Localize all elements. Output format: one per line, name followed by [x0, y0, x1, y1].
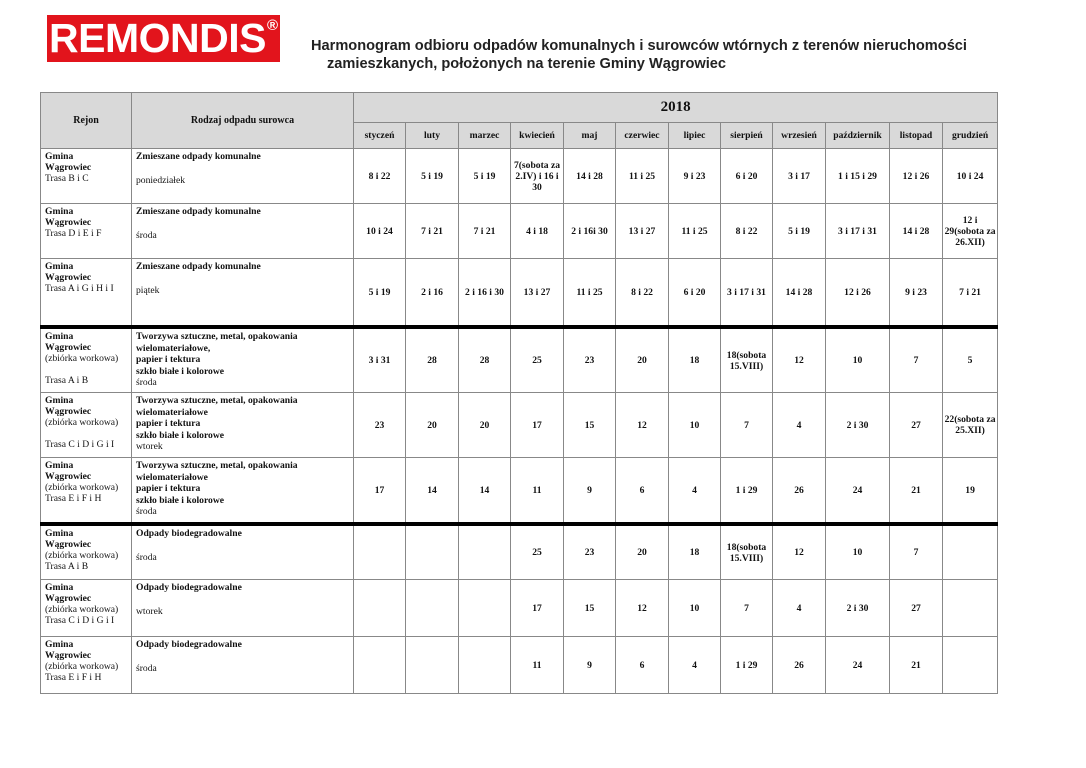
- rejon-line: [45, 428, 127, 439]
- date-cell: [406, 524, 459, 580]
- date-cell: 10: [669, 580, 721, 637]
- waste-type-line: Odpady biodegradowalne: [136, 528, 242, 539]
- date-cell: [943, 524, 998, 580]
- rejon-line: Trasa B i C: [45, 173, 89, 184]
- date-cell: [354, 637, 406, 694]
- waste-type-line: szkło białe i kolorowe: [136, 365, 225, 377]
- rejon-line: Wągrowiec: [45, 217, 92, 228]
- remondis-logo: [47, 15, 280, 62]
- date-cell: 20: [406, 393, 459, 458]
- date-cell: 20: [616, 524, 669, 580]
- date-cell: 18(sobota 15.VIII): [721, 524, 773, 580]
- collection-day: środa: [136, 377, 157, 388]
- waste-type-line: Tworzywa sztuczne, metal, opakowania wielomateriałowe: [136, 460, 298, 483]
- rejon-line: (zbiórka workowa): [45, 661, 119, 672]
- rejon-line: Trasa A i G i H i I: [45, 283, 114, 294]
- table-row: [41, 458, 998, 525]
- date-cell: 20: [459, 393, 511, 458]
- rejon-cell: [41, 327, 132, 393]
- date-cell: 25: [511, 524, 564, 580]
- date-cell: [354, 524, 406, 580]
- date-cell: 12: [773, 327, 826, 393]
- date-cell: 18: [669, 524, 721, 580]
- waste-type-line: papier i tektura: [136, 483, 201, 494]
- date-cell: 4: [773, 393, 826, 458]
- rejon-cell: [41, 580, 132, 637]
- header-month: marzec: [459, 123, 511, 149]
- rejon-cell: [41, 393, 132, 458]
- date-cell: 17: [354, 458, 406, 525]
- date-cell: 10 i 24: [943, 149, 998, 204]
- rejon-cell: [41, 204, 132, 259]
- date-cell: 4: [669, 637, 721, 694]
- header-waste-type: Rodzaj odpadu surowca: [132, 93, 354, 149]
- table-row: [41, 637, 998, 694]
- rejon-line: Gmina: [45, 206, 74, 217]
- date-cell: 25: [511, 327, 564, 393]
- header-month: kwiecień: [511, 123, 564, 149]
- rejon-line: Wągrowiec: [45, 539, 92, 550]
- collection-day: środa: [136, 506, 157, 517]
- collection-day: piątek: [136, 284, 160, 296]
- date-cell: 14 i 28: [773, 259, 826, 328]
- header-month: sierpień: [721, 123, 773, 149]
- date-cell: [354, 580, 406, 637]
- date-cell: 12 i 26: [890, 149, 943, 204]
- collection-day: wtorek: [136, 441, 163, 452]
- date-cell: 28: [459, 327, 511, 393]
- date-cell: 3 i 17 i 31: [826, 204, 890, 259]
- date-cell: 10: [826, 327, 890, 393]
- waste-type-cell: [132, 524, 354, 580]
- collection-schedule-table: [40, 92, 998, 694]
- rejon-line: Wągrowiec: [45, 650, 92, 661]
- waste-type-cell: [132, 259, 354, 328]
- date-cell: 26: [773, 458, 826, 525]
- rejon-line: Gmina: [45, 151, 74, 162]
- date-cell: 12 i 26: [826, 259, 890, 328]
- date-cell: 1 i 15 i 29: [826, 149, 890, 204]
- rejon-line: Wągrowiec: [45, 162, 92, 173]
- rejon-cell: [41, 524, 132, 580]
- waste-type-line: Zmieszane odpady komunalne: [136, 151, 261, 162]
- date-cell: 7 i 21: [459, 204, 511, 259]
- date-cell: 8 i 22: [616, 259, 669, 328]
- rejon-line: (zbiórka workowa): [45, 550, 119, 561]
- date-cell: [459, 580, 511, 637]
- waste-type-line: Zmieszane odpady komunalne: [136, 206, 261, 217]
- title-line-1: Harmonogram odbioru odpadów komunalnych i surowców wtórnych z terenów nieruchomości: [311, 38, 967, 54]
- waste-type-line: Tworzywa sztuczne, metal, opakowania wielomateriałowe,: [136, 331, 298, 354]
- waste-type-line: papier i tektura: [136, 354, 201, 365]
- title-line-2: zamieszkanych, położonych na terenie Gminy Wągrowiec: [327, 56, 727, 72]
- rejon-line: Wągrowiec: [45, 471, 92, 482]
- table-row: [41, 580, 998, 637]
- date-cell: 23: [564, 327, 616, 393]
- date-cell: 13 i 27: [511, 259, 564, 328]
- date-cell: 1 i 29: [721, 637, 773, 694]
- rejon-cell: [41, 259, 132, 328]
- header-month: lipiec: [669, 123, 721, 149]
- table-row: [41, 524, 998, 580]
- date-cell: [406, 580, 459, 637]
- date-cell: 7: [721, 580, 773, 637]
- rejon-line: (zbiórka workowa): [45, 353, 119, 364]
- date-cell: [943, 580, 998, 637]
- waste-type-line: Zmieszane odpady komunalne: [136, 261, 261, 272]
- date-cell: 14 i 28: [890, 204, 943, 259]
- date-cell: 7(sobota za 2.IV) i 16 i 30: [511, 149, 564, 204]
- date-cell: 23: [564, 524, 616, 580]
- date-cell: 4: [669, 458, 721, 525]
- date-cell: 14 i 28: [564, 149, 616, 204]
- rejon-line: Gmina: [45, 261, 74, 272]
- waste-type-cell: [132, 327, 354, 393]
- rejon-line: Trasa D i E i F: [45, 228, 102, 239]
- date-cell: 2 i 16i 30: [564, 204, 616, 259]
- rejon-cell: [41, 149, 132, 204]
- rejon-line: Trasa E i F i H: [45, 672, 102, 683]
- registered-mark: ®: [266, 17, 279, 34]
- date-cell: 17: [511, 393, 564, 458]
- date-cell: 2 i 30: [826, 393, 890, 458]
- date-cell: 22(sobota za 25.XII): [943, 393, 998, 458]
- date-cell: [459, 524, 511, 580]
- rejon-line: Gmina: [45, 528, 74, 539]
- table-row: [41, 149, 998, 204]
- waste-type-cell: [132, 204, 354, 259]
- waste-type-line: Odpady biodegradowalne: [136, 639, 242, 650]
- date-cell: 9: [564, 458, 616, 525]
- document-title: [311, 37, 1031, 73]
- header-month: luty: [406, 123, 459, 149]
- rejon-line: Wągrowiec: [45, 593, 92, 604]
- waste-type-line: szkło białe i kolorowe: [136, 429, 225, 441]
- date-cell: 6: [616, 458, 669, 525]
- table-row: [41, 327, 998, 393]
- date-cell: 3 i 17 i 31: [721, 259, 773, 328]
- date-cell: 24: [826, 458, 890, 525]
- rejon-line: (zbiórka workowa): [45, 482, 119, 493]
- date-cell: 5 i 19: [354, 259, 406, 328]
- date-cell: 1 i 29: [721, 458, 773, 525]
- date-cell: 12: [773, 524, 826, 580]
- collection-day: środa: [136, 551, 157, 563]
- rejon-line: Wągrowiec: [45, 406, 92, 417]
- waste-type-cell: [132, 637, 354, 694]
- date-cell: 11 i 25: [616, 149, 669, 204]
- rejon-line: Wągrowiec: [45, 272, 92, 283]
- date-cell: 15: [564, 393, 616, 458]
- table-row: [41, 393, 998, 458]
- header-month: styczeń: [354, 123, 406, 149]
- rejon-line: (zbiórka workowa): [45, 604, 119, 615]
- date-cell: 10: [669, 393, 721, 458]
- date-cell: 9: [564, 637, 616, 694]
- header-month: listopad: [890, 123, 943, 149]
- date-cell: 14: [459, 458, 511, 525]
- rejon-line: Trasa A i B: [45, 375, 89, 386]
- date-cell: 12: [616, 393, 669, 458]
- header-year: 2018: [354, 93, 998, 123]
- date-cell: [943, 637, 998, 694]
- date-cell: 28: [406, 327, 459, 393]
- rejon-line: Gmina: [45, 331, 74, 342]
- waste-type-cell: [132, 458, 354, 525]
- date-cell: 19: [943, 458, 998, 525]
- date-cell: 4 i 18: [511, 204, 564, 259]
- date-cell: [406, 637, 459, 694]
- date-cell: 7: [890, 327, 943, 393]
- date-cell: 27: [890, 393, 943, 458]
- date-cell: 23: [354, 393, 406, 458]
- date-cell: 5 i 19: [406, 149, 459, 204]
- waste-type-line: szkło białe i kolorowe: [136, 494, 225, 506]
- date-cell: 5 i 19: [773, 204, 826, 259]
- date-cell: 13 i 27: [616, 204, 669, 259]
- date-cell: 2 i 30: [826, 580, 890, 637]
- date-cell: 7 i 21: [406, 204, 459, 259]
- header-month: maj: [564, 123, 616, 149]
- date-cell: 24: [826, 637, 890, 694]
- header-rejon: Rejon: [41, 93, 132, 149]
- date-cell: [459, 637, 511, 694]
- date-cell: 5 i 19: [459, 149, 511, 204]
- date-cell: 11 i 25: [669, 204, 721, 259]
- waste-type-cell: [132, 393, 354, 458]
- date-cell: 21: [890, 637, 943, 694]
- date-cell: 26: [773, 637, 826, 694]
- date-cell: 5: [943, 327, 998, 393]
- date-cell: 11: [511, 458, 564, 525]
- date-cell: 2 i 16: [406, 259, 459, 328]
- header-month: październik: [826, 123, 890, 149]
- date-cell: 6 i 20: [721, 149, 773, 204]
- waste-type-cell: [132, 149, 354, 204]
- waste-type-line: Odpady biodegradowalne: [136, 582, 242, 593]
- date-cell: 11: [511, 637, 564, 694]
- date-cell: 18: [669, 327, 721, 393]
- collection-day: poniedziałek: [136, 174, 186, 186]
- collection-day: środa: [136, 229, 157, 241]
- collection-day: wtorek: [136, 605, 163, 617]
- date-cell: 3 i 17: [773, 149, 826, 204]
- header-month: czerwiec: [616, 123, 669, 149]
- date-cell: 10 i 24: [354, 204, 406, 259]
- date-cell: 14: [406, 458, 459, 525]
- rejon-cell: [41, 637, 132, 694]
- rejon-line: Gmina: [45, 582, 74, 593]
- date-cell: 4: [773, 580, 826, 637]
- rejon-line: Trasa E i F i H: [45, 493, 102, 504]
- date-cell: 2 i 16 i 30: [459, 259, 511, 328]
- waste-type-line: Tworzywa sztuczne, metal, opakowania wielomateriałowe: [136, 395, 298, 418]
- date-cell: 11 i 25: [564, 259, 616, 328]
- date-cell: 27: [890, 580, 943, 637]
- rejon-line: Trasa C i D i G i I: [45, 439, 115, 450]
- date-cell: 17: [511, 580, 564, 637]
- rejon-line: Wągrowiec: [45, 342, 92, 353]
- table-row: [41, 259, 998, 328]
- logo-text: REMONDIS: [48, 15, 266, 61]
- rejon-line: Gmina: [45, 639, 74, 650]
- rejon-line: Gmina: [45, 395, 74, 406]
- date-cell: 20: [616, 327, 669, 393]
- waste-type-cell: [132, 580, 354, 637]
- date-cell: 6: [616, 637, 669, 694]
- rejon-line: Gmina: [45, 460, 74, 471]
- date-cell: 18(sobota 15.VIII): [721, 327, 773, 393]
- rejon-cell: [41, 458, 132, 525]
- date-cell: 7: [721, 393, 773, 458]
- date-cell: 8 i 22: [721, 204, 773, 259]
- date-cell: 7: [890, 524, 943, 580]
- date-cell: 9 i 23: [890, 259, 943, 328]
- date-cell: 8 i 22: [354, 149, 406, 204]
- date-cell: 15: [564, 580, 616, 637]
- rejon-line: Trasa C i D i G i I: [45, 615, 115, 626]
- date-cell: 10: [826, 524, 890, 580]
- date-cell: 9 i 23: [669, 149, 721, 204]
- header-month: grudzień: [943, 123, 998, 149]
- waste-type-line: papier i tektura: [136, 418, 201, 429]
- rejon-line: (zbiórka workowa): [45, 417, 119, 428]
- rejon-line: Trasa A i B: [45, 561, 89, 572]
- table-row: [41, 204, 998, 259]
- date-cell: 12 i 29(sobota za 26.XII): [943, 204, 998, 259]
- date-cell: 7 i 21: [943, 259, 998, 328]
- rejon-line: [45, 364, 127, 375]
- header-month: wrzesień: [773, 123, 826, 149]
- collection-day: środa: [136, 662, 157, 674]
- date-cell: 21: [890, 458, 943, 525]
- date-cell: 12: [616, 580, 669, 637]
- date-cell: 6 i 20: [669, 259, 721, 328]
- date-cell: 3 i 31: [354, 327, 406, 393]
